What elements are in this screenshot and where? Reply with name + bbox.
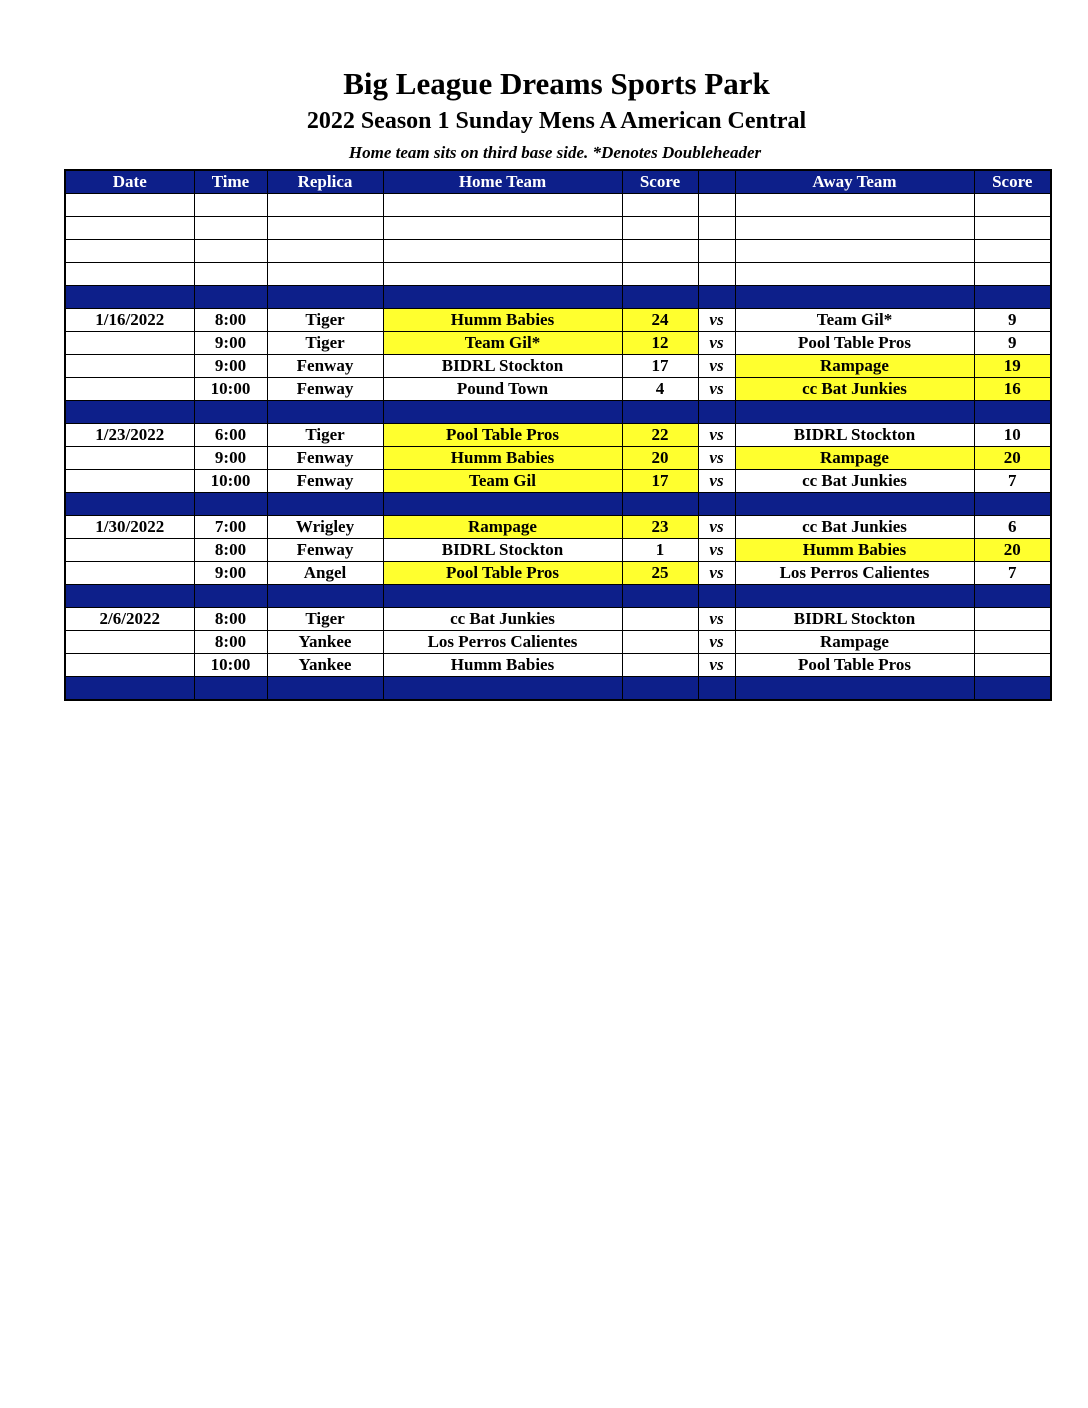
empty-cell bbox=[735, 217, 974, 240]
empty-cell bbox=[698, 240, 735, 263]
away-score: 10 bbox=[974, 424, 1051, 447]
game-field: Fenway bbox=[267, 447, 383, 470]
separator-cell bbox=[383, 286, 622, 309]
away-team: Rampage bbox=[735, 631, 974, 654]
game-row bbox=[65, 309, 1051, 332]
away-team: Pool Table Pros bbox=[735, 332, 974, 355]
column-header-date: Date bbox=[65, 170, 194, 194]
separator-cell bbox=[735, 286, 974, 309]
game-date bbox=[65, 654, 194, 677]
game-row bbox=[65, 378, 1051, 401]
separator-cell bbox=[735, 493, 974, 516]
home-score: 20 bbox=[622, 447, 698, 470]
game-field: Yankee bbox=[267, 654, 383, 677]
game-time: 9:00 bbox=[194, 562, 267, 585]
separator-cell bbox=[267, 493, 383, 516]
separator-cell bbox=[267, 286, 383, 309]
away-team: Pool Table Pros bbox=[735, 654, 974, 677]
home-team: BIDRL Stockton bbox=[383, 539, 622, 562]
home-team: Rampage bbox=[383, 516, 622, 539]
game-field: Fenway bbox=[267, 378, 383, 401]
empty-row bbox=[65, 263, 1051, 286]
schedule-body bbox=[65, 194, 1051, 701]
home-score: 17 bbox=[622, 470, 698, 493]
empty-cell bbox=[194, 217, 267, 240]
game-field: Tiger bbox=[267, 424, 383, 447]
game-field: Fenway bbox=[267, 355, 383, 378]
empty-cell bbox=[698, 194, 735, 217]
separator-cell bbox=[622, 585, 698, 608]
separator-cell bbox=[194, 286, 267, 309]
away-team: Rampage bbox=[735, 355, 974, 378]
home-score bbox=[622, 631, 698, 654]
empty-cell bbox=[194, 240, 267, 263]
game-field: Yankee bbox=[267, 631, 383, 654]
game-date bbox=[65, 470, 194, 493]
game-field: Fenway bbox=[267, 539, 383, 562]
empty-cell bbox=[194, 194, 267, 217]
vs-label: vs bbox=[698, 562, 735, 585]
separator-cell bbox=[383, 585, 622, 608]
empty-cell bbox=[383, 263, 622, 286]
home-score bbox=[622, 608, 698, 631]
vs-label: vs bbox=[698, 355, 735, 378]
game-row bbox=[65, 539, 1051, 562]
game-date bbox=[65, 562, 194, 585]
home-score: 1 bbox=[622, 539, 698, 562]
separator-row bbox=[65, 401, 1051, 424]
separator-cell bbox=[194, 493, 267, 516]
vs-label: vs bbox=[698, 516, 735, 539]
empty-cell bbox=[383, 194, 622, 217]
game-time: 9:00 bbox=[194, 447, 267, 470]
separator-cell bbox=[194, 401, 267, 424]
game-time: 10:00 bbox=[194, 654, 267, 677]
away-team: Humm Babies bbox=[735, 539, 974, 562]
away-team: Los Perros Calientes bbox=[735, 562, 974, 585]
column-header-replica: Replica bbox=[267, 170, 383, 194]
home-team: Pool Table Pros bbox=[383, 424, 622, 447]
game-field: Tiger bbox=[267, 608, 383, 631]
separator-cell bbox=[698, 493, 735, 516]
game-row bbox=[65, 562, 1051, 585]
home-team: cc Bat Junkies bbox=[383, 608, 622, 631]
vs-label: vs bbox=[698, 539, 735, 562]
separator-cell bbox=[622, 401, 698, 424]
separator-cell bbox=[735, 401, 974, 424]
league-subtitle: 2022 Season 1 Sunday Mens A American Central bbox=[306, 108, 807, 134]
game-date bbox=[65, 378, 194, 401]
page-title: Big League Dreams Sports Park bbox=[343, 66, 770, 101]
game-time: 6:00 bbox=[194, 424, 267, 447]
separator-cell bbox=[622, 286, 698, 309]
game-time: 7:00 bbox=[194, 516, 267, 539]
vs-label: vs bbox=[698, 378, 735, 401]
home-team: Humm Babies bbox=[383, 309, 622, 332]
separator-cell bbox=[383, 401, 622, 424]
away-score bbox=[974, 631, 1051, 654]
empty-cell bbox=[974, 240, 1051, 263]
game-date bbox=[65, 355, 194, 378]
column-header-home-score: Score bbox=[622, 170, 698, 194]
home-team: Humm Babies bbox=[383, 654, 622, 677]
separator-cell bbox=[65, 286, 194, 309]
schedule-note: Home team sits on third base side. *Denotes Doubleheader bbox=[348, 143, 762, 162]
empty-cell bbox=[267, 263, 383, 286]
away-score: 20 bbox=[974, 539, 1051, 562]
game-date: 1/30/2022 bbox=[65, 516, 194, 539]
game-field: Tiger bbox=[267, 332, 383, 355]
empty-row bbox=[65, 194, 1051, 217]
game-field: Angel bbox=[267, 562, 383, 585]
game-row bbox=[65, 332, 1051, 355]
separator-row bbox=[65, 286, 1051, 309]
empty-cell bbox=[622, 240, 698, 263]
empty-cell bbox=[622, 194, 698, 217]
game-date bbox=[65, 447, 194, 470]
game-time: 9:00 bbox=[194, 332, 267, 355]
separator-cell bbox=[698, 677, 735, 701]
game-row bbox=[65, 355, 1051, 378]
away-score bbox=[974, 654, 1051, 677]
separator-cell bbox=[698, 585, 735, 608]
separator-cell bbox=[974, 585, 1051, 608]
home-score: 24 bbox=[622, 309, 698, 332]
away-team: Rampage bbox=[735, 447, 974, 470]
game-row bbox=[65, 631, 1051, 654]
vs-label: vs bbox=[698, 332, 735, 355]
column-header-home-team: Home Team bbox=[383, 170, 622, 194]
home-team: BIDRL Stockton bbox=[383, 355, 622, 378]
away-score: 20 bbox=[974, 447, 1051, 470]
column-header-away-score: Score bbox=[974, 170, 1051, 194]
away-team: BIDRL Stockton bbox=[735, 424, 974, 447]
separator-cell bbox=[267, 585, 383, 608]
home-score: 25 bbox=[622, 562, 698, 585]
game-row bbox=[65, 447, 1051, 470]
empty-cell bbox=[622, 217, 698, 240]
game-time: 8:00 bbox=[194, 608, 267, 631]
separator-cell bbox=[194, 677, 267, 701]
vs-label: vs bbox=[698, 447, 735, 470]
separator-cell bbox=[267, 401, 383, 424]
empty-cell bbox=[267, 217, 383, 240]
separator-cell bbox=[65, 677, 194, 701]
game-time: 8:00 bbox=[194, 631, 267, 654]
empty-cell bbox=[735, 240, 974, 263]
away-team: cc Bat Junkies bbox=[735, 470, 974, 493]
separator-cell bbox=[974, 493, 1051, 516]
vs-label: vs bbox=[698, 654, 735, 677]
column-header-vs bbox=[698, 170, 735, 194]
empty-cell bbox=[267, 194, 383, 217]
empty-cell bbox=[622, 263, 698, 286]
separator-cell bbox=[194, 585, 267, 608]
separator-cell bbox=[383, 493, 622, 516]
game-row bbox=[65, 424, 1051, 447]
home-team: Los Perros Calientes bbox=[383, 631, 622, 654]
game-date bbox=[65, 631, 194, 654]
game-date bbox=[65, 332, 194, 355]
empty-cell bbox=[65, 217, 194, 240]
game-time: 8:00 bbox=[194, 539, 267, 562]
home-team: Pound Town bbox=[383, 378, 622, 401]
away-team: BIDRL Stockton bbox=[735, 608, 974, 631]
separator-cell bbox=[735, 677, 974, 701]
game-time: 9:00 bbox=[194, 355, 267, 378]
away-score bbox=[974, 608, 1051, 631]
empty-cell bbox=[65, 240, 194, 263]
separator-cell bbox=[622, 677, 698, 701]
separator-cell bbox=[698, 401, 735, 424]
separator-cell bbox=[974, 401, 1051, 424]
separator-cell bbox=[735, 585, 974, 608]
home-team: Team Gil* bbox=[383, 332, 622, 355]
home-score: 22 bbox=[622, 424, 698, 447]
separator-row bbox=[65, 677, 1051, 701]
empty-cell bbox=[974, 263, 1051, 286]
vs-label: vs bbox=[698, 424, 735, 447]
separator-cell bbox=[974, 286, 1051, 309]
vs-label: vs bbox=[698, 470, 735, 493]
empty-row bbox=[65, 217, 1051, 240]
empty-cell bbox=[65, 263, 194, 286]
empty-cell bbox=[698, 217, 735, 240]
game-field: Wrigley bbox=[267, 516, 383, 539]
game-row bbox=[65, 470, 1051, 493]
separator-cell bbox=[622, 493, 698, 516]
away-score: 19 bbox=[974, 355, 1051, 378]
game-row bbox=[65, 654, 1051, 677]
vs-label: vs bbox=[698, 631, 735, 654]
empty-row bbox=[65, 240, 1051, 263]
home-score: 17 bbox=[622, 355, 698, 378]
empty-cell bbox=[267, 240, 383, 263]
separator-cell bbox=[65, 401, 194, 424]
game-time: 10:00 bbox=[194, 470, 267, 493]
away-team: cc Bat Junkies bbox=[735, 516, 974, 539]
empty-cell bbox=[974, 194, 1051, 217]
away-score: 6 bbox=[974, 516, 1051, 539]
away-score: 9 bbox=[974, 332, 1051, 355]
separator-cell bbox=[65, 585, 194, 608]
game-field: Fenway bbox=[267, 470, 383, 493]
empty-cell bbox=[65, 194, 194, 217]
separator-cell bbox=[65, 493, 194, 516]
home-score: 23 bbox=[622, 516, 698, 539]
empty-cell bbox=[698, 263, 735, 286]
home-score: 12 bbox=[622, 332, 698, 355]
table-header-row bbox=[65, 170, 1051, 194]
home-team: Pool Table Pros bbox=[383, 562, 622, 585]
game-date bbox=[65, 539, 194, 562]
separator-cell bbox=[698, 286, 735, 309]
game-row bbox=[65, 608, 1051, 631]
separator-row bbox=[65, 493, 1051, 516]
away-score: 7 bbox=[974, 470, 1051, 493]
empty-cell bbox=[194, 263, 267, 286]
game-time: 8:00 bbox=[194, 309, 267, 332]
home-team: Team Gil bbox=[383, 470, 622, 493]
separator-row bbox=[65, 585, 1051, 608]
game-row bbox=[65, 516, 1051, 539]
vs-label: vs bbox=[698, 608, 735, 631]
away-team: Team Gil* bbox=[735, 309, 974, 332]
separator-cell bbox=[383, 677, 622, 701]
separator-cell bbox=[974, 677, 1051, 701]
schedule-table bbox=[64, 169, 1052, 701]
empty-cell bbox=[383, 240, 622, 263]
game-time: 10:00 bbox=[194, 378, 267, 401]
empty-cell bbox=[383, 217, 622, 240]
game-date: 1/16/2022 bbox=[65, 309, 194, 332]
away-score: 9 bbox=[974, 309, 1051, 332]
game-date: 2/6/2022 bbox=[65, 608, 194, 631]
column-header-time: Time bbox=[194, 170, 267, 194]
home-team: Humm Babies bbox=[383, 447, 622, 470]
empty-cell bbox=[735, 194, 974, 217]
empty-cell bbox=[735, 263, 974, 286]
column-header-away-team: Away Team bbox=[735, 170, 974, 194]
home-score bbox=[622, 654, 698, 677]
game-date: 1/23/2022 bbox=[65, 424, 194, 447]
vs-label: vs bbox=[698, 309, 735, 332]
away-team: cc Bat Junkies bbox=[735, 378, 974, 401]
separator-cell bbox=[267, 677, 383, 701]
home-score: 4 bbox=[622, 378, 698, 401]
away-score: 16 bbox=[974, 378, 1051, 401]
game-field: Tiger bbox=[267, 309, 383, 332]
empty-cell bbox=[974, 217, 1051, 240]
away-score: 7 bbox=[974, 562, 1051, 585]
